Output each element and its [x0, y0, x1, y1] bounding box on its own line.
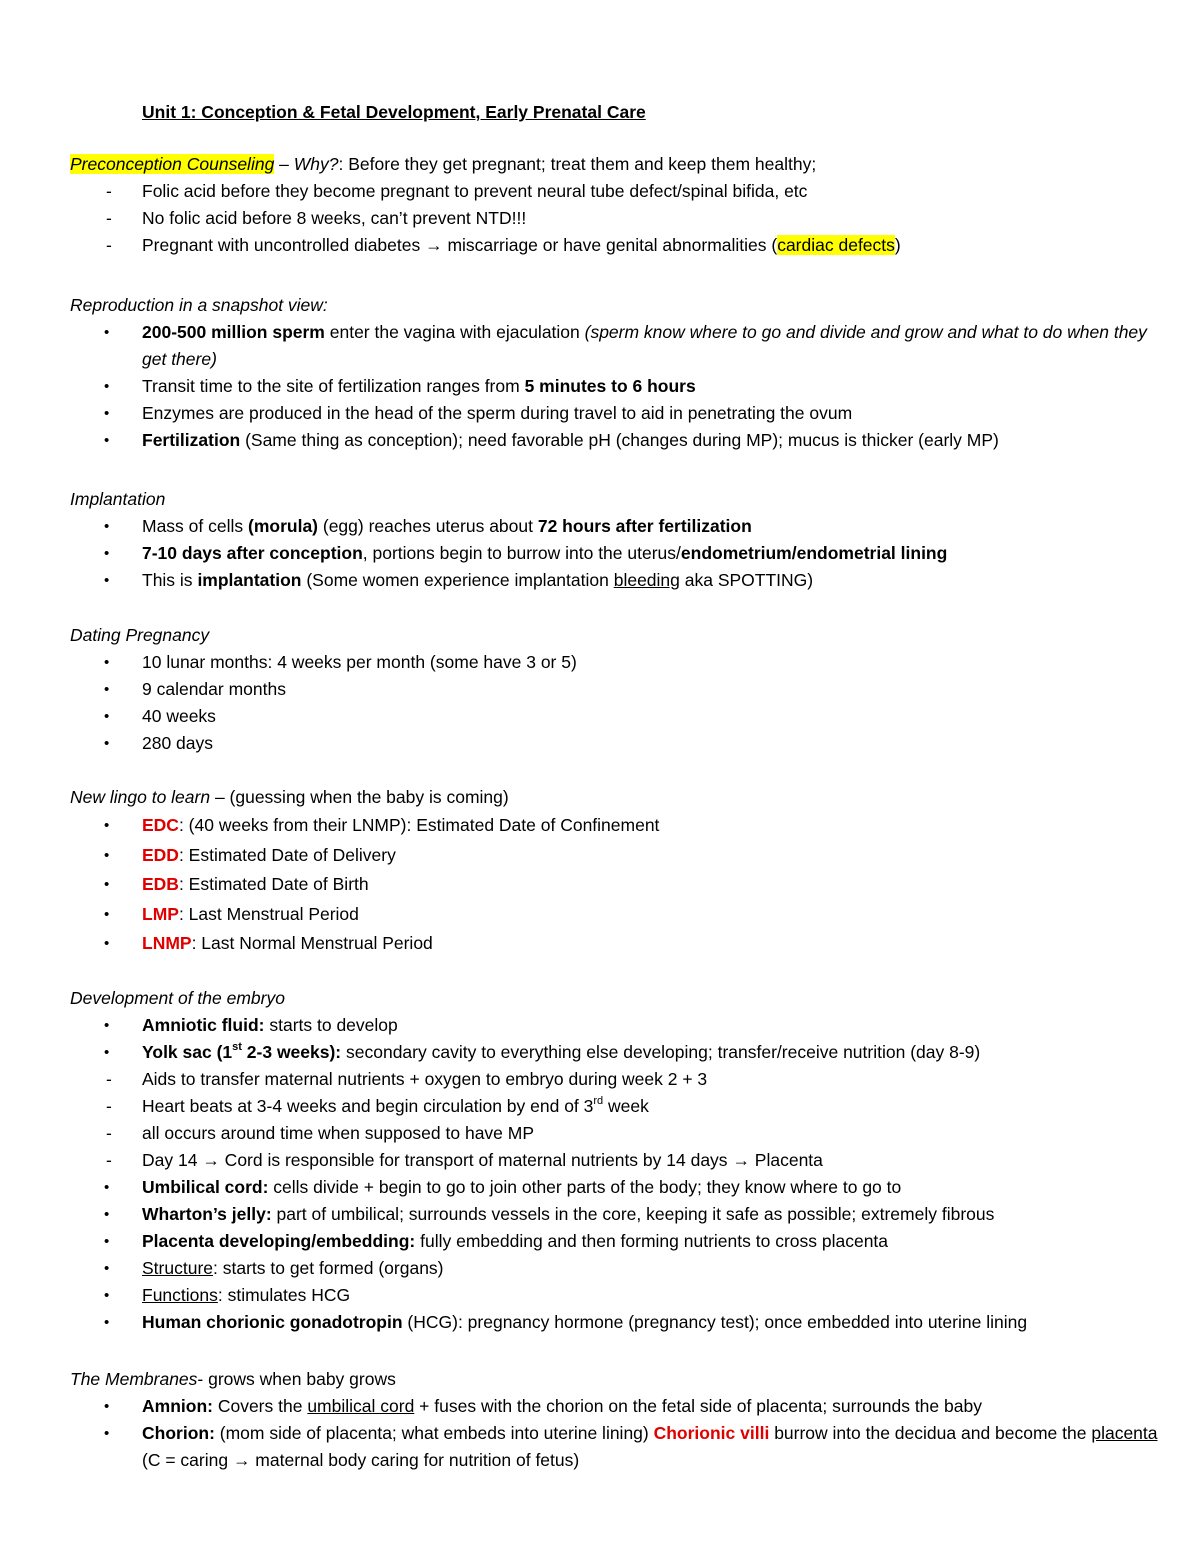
- implantation-list: [70, 513, 1170, 594]
- section-heading: New lingo to learn – (guessing when the baby is coming): [70, 787, 509, 807]
- list-item: • LMP: Last Menstrual Period: [104, 903, 359, 924]
- section-heading: Dating Pregnancy: [70, 625, 210, 645]
- list-item: - No folic acid before 8 weeks, can’t prevent NTD!!!: [106, 208, 527, 228]
- dating-list: [70, 649, 1170, 757]
- list-item: • EDB: Estimated Date of Birth: [104, 874, 369, 894]
- list-item: • Mass of cells (morula) (egg) reaches uterus about 72 hours after fertilization: [104, 516, 752, 536]
- list-item: • Human chorionic gonadotropin (HCG): pregnancy hormone (pregnancy test); once embedded into uterine lining: [104, 1312, 1028, 1332]
- list-item: • Chorion: (mom side of placenta; what embeds into uterine lining) Chorionic villi burrow into the decidua and become the placenta (C = caring → maternal body caring for nutrition of fetus): [104, 1423, 1158, 1470]
- section-heading: Preconception Counseling – Why?: Before they get pregnant; treat them and keep them healthy;: [70, 154, 817, 174]
- section-heading: Development of the embryo: [70, 988, 285, 1008]
- list-item: • Yolk sac (1st 2-3 weeks): secondary cavity to everything else developing; transfer/receive nutrition (day 8-9): [104, 1041, 981, 1062]
- list-item: • 9 calendar months: [104, 679, 286, 699]
- section-implantation: [70, 486, 1170, 594]
- list-item: - Day 14 → Cord is responsible for transport of maternal nutrients by 14 days → Placenta: [106, 1150, 823, 1170]
- list-item: • EDD: Estimated Date of Delivery: [104, 844, 396, 865]
- list-item: • 10 lunar months: 4 weeks per month (some have 3 or 5): [104, 652, 577, 672]
- list-item: • Wharton’s jelly: part of umbilical; surrounds vessels in the core, keeping it safe as possible; extremely fibrous: [104, 1204, 995, 1224]
- list-item: • 200-500 million sperm enter the vagina with ejaculation (sperm know where to go and divide and grow and what to do when they get there): [104, 322, 1147, 369]
- list-item: • LNMP: Last Normal Menstrual Period: [104, 933, 433, 953]
- list-item: • Enzymes are produced in the head of the sperm during travel to aid in penetrating the ovum: [104, 403, 853, 423]
- reproduction-list: [70, 319, 1170, 454]
- list-item: - all occurs around time when supposed to have MP: [106, 1123, 535, 1143]
- list-item: • Placenta developing/embedding: fully embedding and then forming nutrients to cross placenta: [104, 1231, 889, 1251]
- list-item: - Folic acid before they become pregnant to prevent neural tube defect/spinal bifida, etc: [106, 181, 808, 201]
- membranes-list: [70, 1393, 1170, 1474]
- embryo-list: [70, 1012, 1170, 1336]
- list-item: • 280 days: [104, 733, 214, 753]
- heading-highlight: Preconception Counseling: [70, 154, 275, 174]
- document-title: Unit 1: Conception & Fetal Development, Early Prenatal Care: [142, 102, 646, 122]
- list-item: • 40 weeks: [104, 706, 216, 726]
- list-item: • Umbilical cord: cells divide + begin to go to join other parts of the body; they know where to go to: [104, 1177, 902, 1197]
- section-reproduction: [70, 292, 1170, 454]
- section-heading: Reproduction in a snapshot view:: [70, 295, 328, 315]
- section-heading: Implantation: [70, 489, 166, 509]
- list-item: • This is implantation (Some women experience implantation bleeding aka SPOTTING): [104, 570, 814, 590]
- section-embryo-development: [70, 985, 1170, 1336]
- list-item: • Structure: starts to get formed (organs): [104, 1258, 444, 1278]
- preconception-list: [70, 178, 1170, 259]
- list-item: - Aids to transfer maternal nutrients + oxygen to embryo during week 2 + 3: [106, 1069, 708, 1089]
- list-item: • 7-10 days after conception, portions begin to burrow into the uterus/endometrium/endometrial lining: [104, 543, 948, 563]
- list-item: - Heart beats at 3-4 weeks and begin circulation by end of 3rd week: [106, 1095, 649, 1116]
- list-item: • Transit time to the site of fertilization ranges from 5 minutes to 6 hours: [104, 376, 696, 396]
- list-item: • EDC: (40 weeks from their LNMP): Estimated Date of Confinement: [104, 815, 660, 835]
- section-membranes: [70, 1366, 1170, 1474]
- list-item: • Amniotic fluid: starts to develop: [104, 1015, 398, 1035]
- list-item: • Amnion: Covers the umbilical cord + fuses with the chorion on the fetal side of placenta; surrounds the baby: [104, 1396, 982, 1416]
- section-new-lingo: [70, 784, 1170, 959]
- section-heading: The Membranes- grows when baby grows: [70, 1369, 396, 1389]
- section-dating-pregnancy: [70, 622, 1170, 757]
- lingo-list: [70, 811, 1170, 959]
- section-preconception: [70, 151, 1170, 259]
- highlighted-text: cardiac defects: [777, 235, 895, 255]
- list-item: • Fertilization (Same thing as conception); need favorable pH (changes during MP); mucus is thicker (early MP): [104, 430, 999, 450]
- list-item: • Functions: stimulates HCG: [104, 1285, 351, 1305]
- list-item: - Pregnant with uncontrolled diabetes → miscarriage or have genital abnormalities (cardiac defects): [106, 235, 901, 255]
